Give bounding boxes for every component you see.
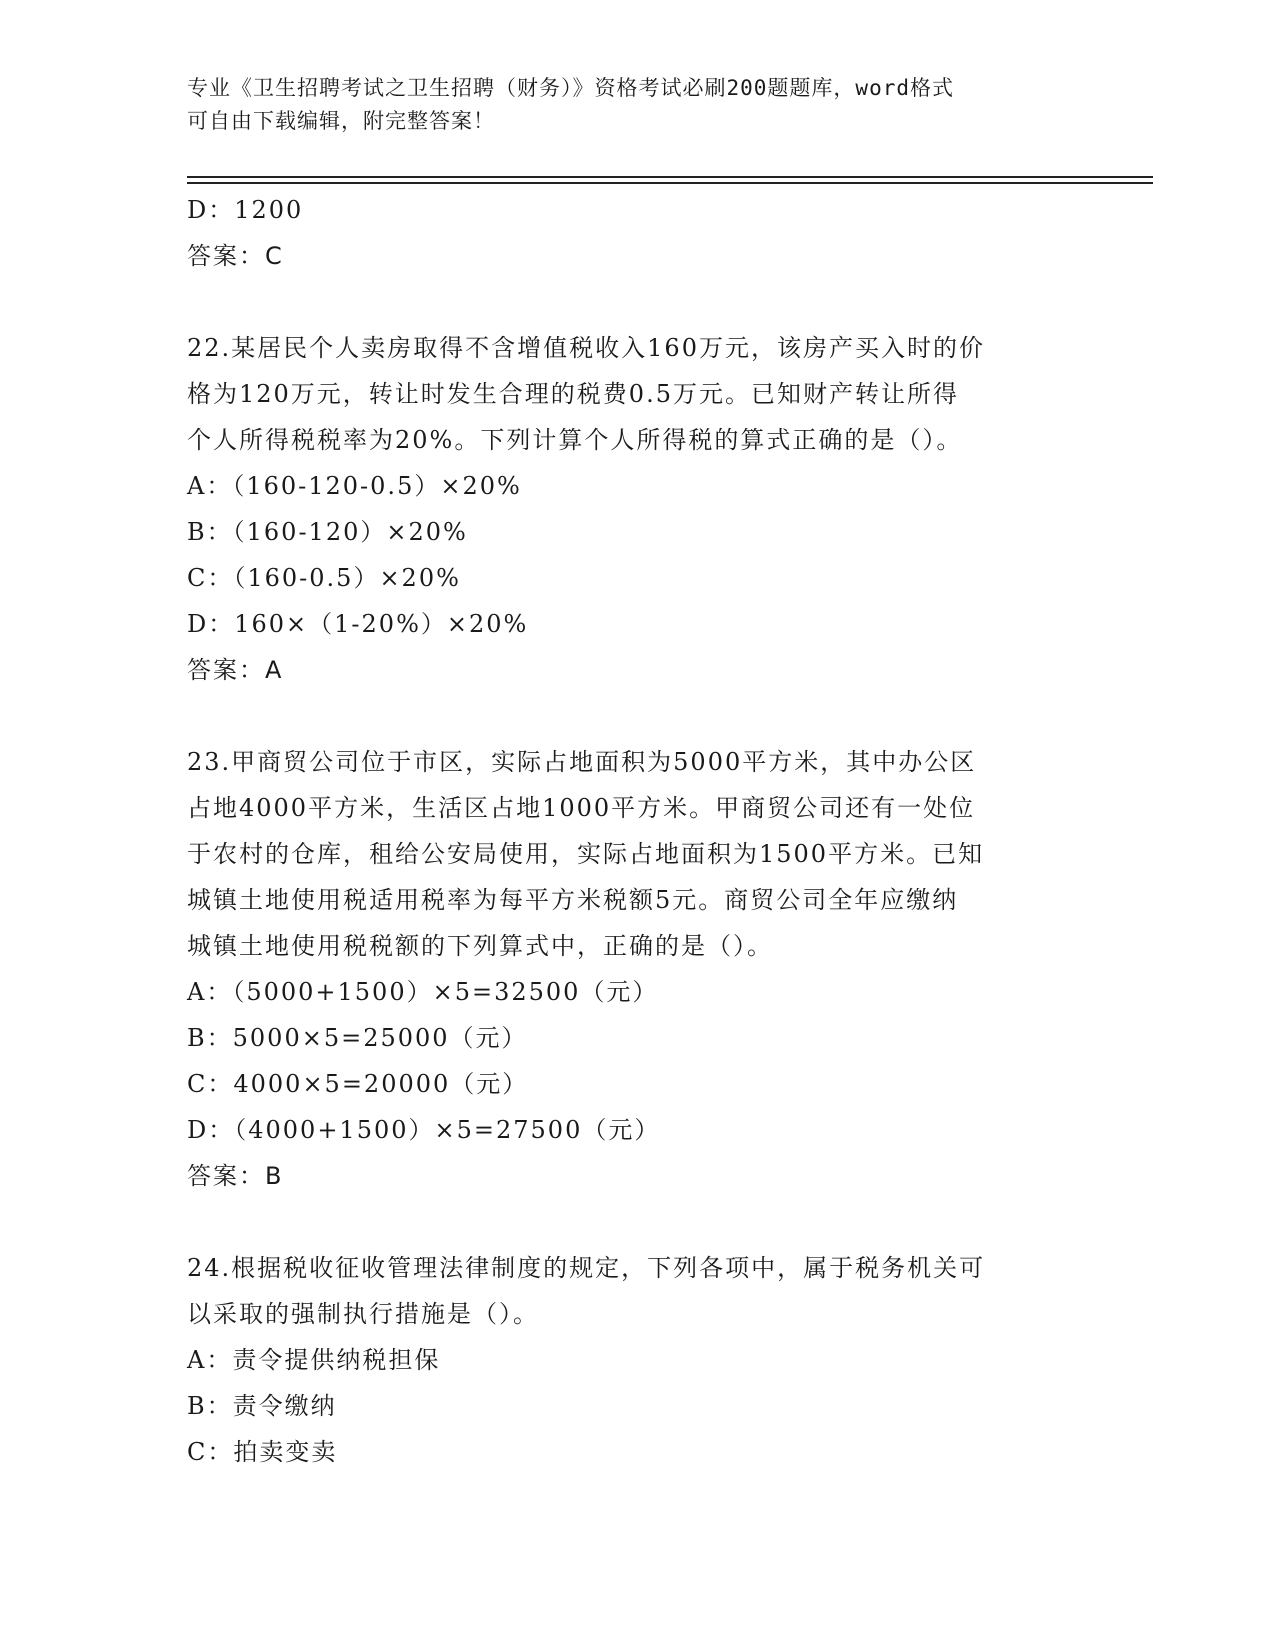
question-stem-line: 22.某居民个人卖房取得不含增值税收入160万元，该房产买入时的价 [187, 334, 985, 362]
option-a: A：（160-120-0.5）×20% [187, 472, 522, 500]
option-d: D：160×（1-20%）×20% [187, 610, 529, 638]
question-stem-line: 城镇土地使用税税额的下列算式中，正确的是（）。 [187, 932, 773, 960]
option-a: A：责令提供纳税担保 [187, 1346, 441, 1374]
option-d: D：（4000+1500）×5=27500（元） [187, 1116, 661, 1144]
question-22 [187, 325, 1077, 693]
option-c: C：（160-0.5）×20% [187, 564, 461, 592]
question-stem-line: 23.甲商贸公司位于市区，实际占地面积为5000平方米，其中办公区 [187, 748, 977, 776]
question-stem-line: 城镇土地使用税适用税率为每平方米税额5元。商贸公司全年应缴纳 [187, 886, 959, 914]
option-a: A：（5000+1500）×5=32500（元） [187, 978, 659, 1006]
question-stem-line: 格为120万元，转让时发生合理的税费0.5万元。已知财产转让所得 [187, 380, 959, 408]
question-23 [187, 739, 1077, 1199]
answer-line: 答案：A [187, 656, 284, 684]
previous-question-tail [187, 187, 1077, 279]
option-c: C：4000×5=20000（元） [187, 1070, 529, 1098]
header-divider-bottom [187, 182, 1153, 184]
option-d: D：1200 [187, 196, 304, 224]
question-stem-line: 于农村的仓库，租给公安局使用，实际占地面积为1500平方米。已知 [187, 840, 985, 868]
question-stem-line: 以采取的强制执行措施是（）。 [187, 1300, 539, 1328]
question-stem-line: 24.根据税收征收管理法律制度的规定，下列各项中，属于税务机关可 [187, 1254, 986, 1282]
question-stem-line: 个人所得税税率为20%。下列计算个人所得税的算式正确的是（）。 [187, 426, 963, 454]
header-divider-top [187, 176, 1153, 178]
header-line-2: 可自由下载编辑，附完整答案！ [187, 109, 495, 133]
question-24 [187, 1245, 1077, 1475]
question-stem-line: 占地4000平方米，生活区占地1000平方米。甲商贸公司还有一处位 [187, 794, 976, 822]
answer-line: 答案：B [187, 1162, 284, 1190]
option-c: C：拍卖变卖 [187, 1438, 338, 1466]
option-b: B：（160-120）×20% [187, 518, 468, 546]
page-header [187, 72, 1067, 138]
answer-line: 答案：C [187, 242, 284, 270]
header-line-1: 专业《卫生招聘考试之卫生招聘（财务）》资格考试必刷200题题库，word格式 [187, 76, 954, 100]
option-b: B：责令缴纳 [187, 1392, 337, 1420]
option-b: B：5000×5=25000（元） [187, 1024, 528, 1052]
document-body [187, 187, 1077, 1475]
